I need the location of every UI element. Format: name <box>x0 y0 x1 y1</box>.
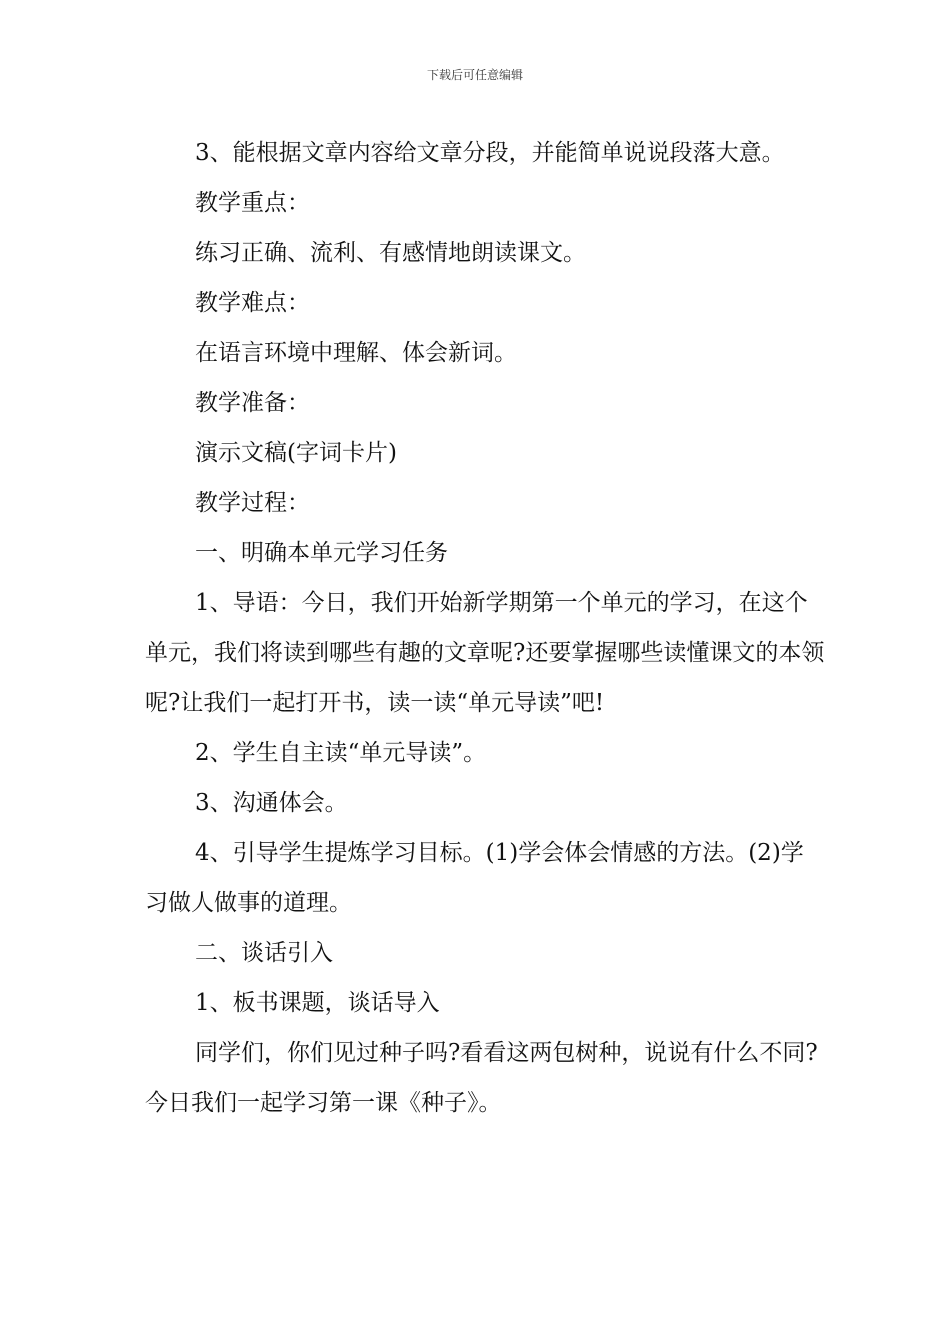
paragraph-difficulties: 在语言环境中理解、体会新词。 <box>195 340 517 366</box>
section-one-title: 一、明确本单元学习任务 <box>195 540 448 566</box>
page-header: 下载后可任意编辑 <box>426 68 523 82</box>
heading-difficulties: 教学难点： <box>195 290 310 316</box>
paragraph-preparation: 演示文稿(字词卡片) <box>195 440 397 466</box>
document-body <box>145 128 825 1128</box>
paragraph-intro-3: 3、沟通体会。 <box>195 790 348 816</box>
paragraph-intro-1: 1、导语：今日，我们开始新学期第一个单元的学习，在这个单元，我们将读到哪些有趣的文章呢?还要掌握哪些读懂课文的本领呢?让我们一起打开书，读一读“单元导读”吧! <box>145 590 825 716</box>
heading-preparation: 教学准备： <box>195 390 310 416</box>
paragraph-intro-2: 2、学生自主读“单元导读”。 <box>195 740 487 766</box>
paragraph-lesson-text: 同学们，你们见过种子吗?看看这两包树种，说说有什么不同?今日我们一起学习第一课《种子》。 <box>145 1040 818 1116</box>
paragraph-intro-4: 4、引导学生提炼学习目标。(1)学会体会情感的方法。(2)学习做人做事的道理。 <box>145 840 804 916</box>
paragraph-key-points: 练习正确、流利、有感情地朗读课文。 <box>195 240 586 266</box>
heading-process: 教学过程： <box>195 490 310 516</box>
heading-key-points: 教学重点： <box>195 190 310 216</box>
paragraph-objective-3: 3、能根据文章内容给文章分段，并能简单说说段落大意。 <box>195 140 785 166</box>
paragraph-lesson-1: 1、板书课题，谈话导入 <box>195 990 440 1016</box>
section-two-title: 二、谈话引入 <box>195 940 333 966</box>
